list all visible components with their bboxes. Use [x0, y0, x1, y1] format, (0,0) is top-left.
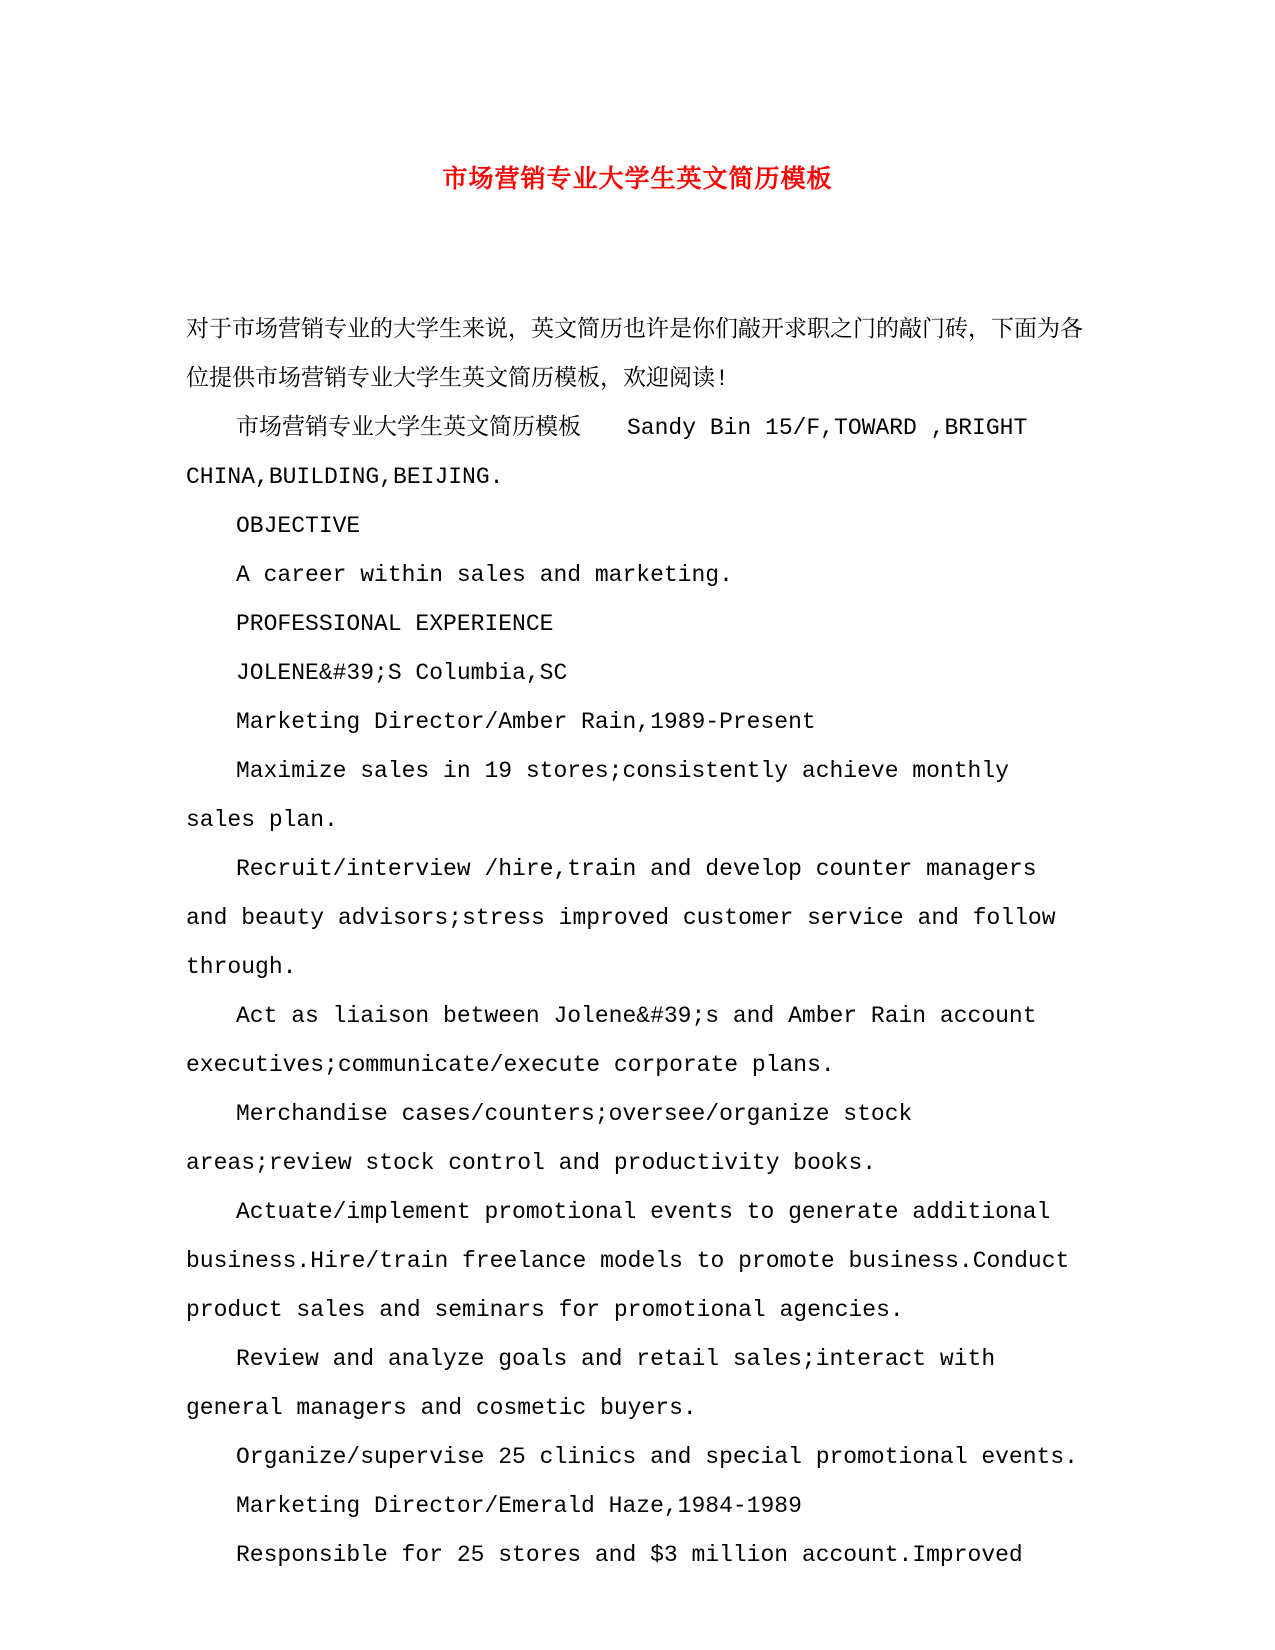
job-title-line: Marketing Director/Emerald Haze,1984-1989	[236, 1493, 802, 1519]
objective-text: A career within sales and marketing.	[236, 562, 733, 588]
experience-paragraph: Act as liaison between Jolene&#39;s and Amber Rain account executives;communicate/execute corporate plans.	[186, 1003, 1037, 1078]
document-title: 市场营销专业大学生英文简历模板	[442, 164, 833, 193]
experience-paragraph: Review and analyze goals and retail sales;interact with general managers and cosmetic buyers.	[186, 1346, 996, 1421]
experience-paragraph: Recruit/interview /hire,train and develop counter managers and beauty advisors;stress improved customer service and follow through.	[186, 856, 1056, 980]
document-body	[186, 306, 1091, 1580]
experience-paragraph: Organize/supervise 25 clinics and special promotional events.	[236, 1444, 1078, 1470]
intro-paragraph: 对于市场营销专业的大学生来说，英文简历也许是你们敲开求职之门的敲门砖，下面为各位提供市场营销专业大学生英文简历模板，欢迎阅读!	[186, 317, 1083, 392]
experience-paragraph: Responsible for 25 stores and $3 million account.Improved	[236, 1542, 1023, 1568]
job-title-line: Marketing Director/Amber Rain,1989-Present	[236, 709, 816, 735]
employer-line: JOLENE&#39;S Columbia,SC	[236, 660, 568, 686]
resume-header-address: Sandy Bin 15/F,TOWARD ,BRIGHT CHINA,BUILDING,BEIJING.	[186, 415, 1028, 490]
section-heading-experience: PROFESSIONAL EXPERIENCE	[236, 611, 554, 637]
experience-paragraph: Merchandise cases/counters;oversee/organize stock areas;review stock control and productivity books.	[186, 1101, 913, 1176]
resume-header-line	[186, 404, 1091, 502]
section-heading-objective: OBJECTIVE	[236, 513, 361, 539]
experience-paragraph: Maximize sales in 19 stores;consistently achieve monthly sales plan.	[186, 758, 1009, 833]
resume-header-label: 市场营销专业大学生英文简历模板	[236, 415, 581, 441]
experience-paragraph: Actuate/implement promotional events to generate additional business.Hire/train freelance models to promote business.Conduct product sales and seminars for promotional agencies.	[186, 1199, 1070, 1323]
